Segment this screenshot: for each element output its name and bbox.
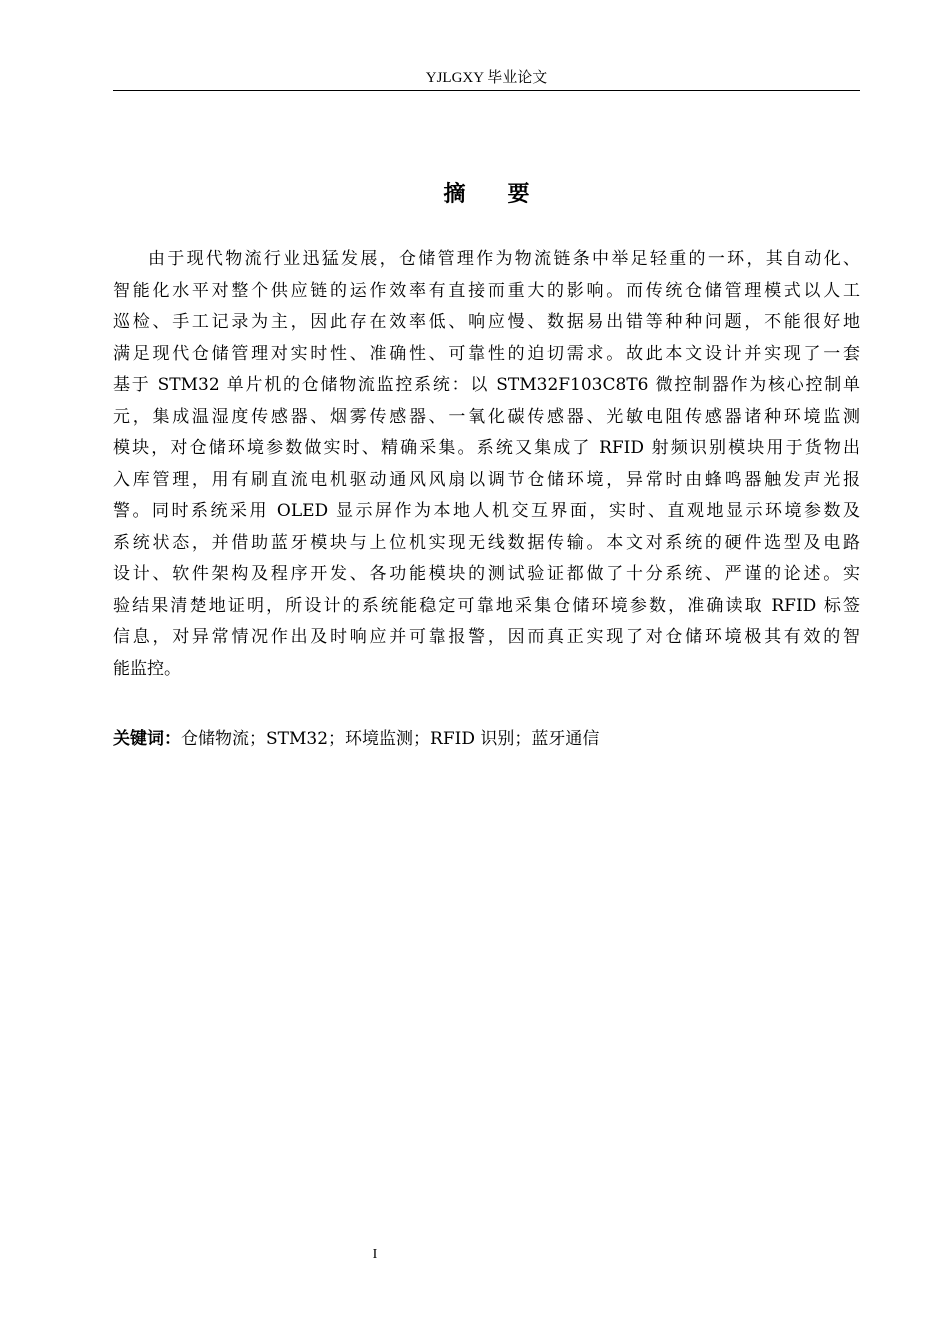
keywords-label: 关键词： [113,729,181,749]
page-number: I [372,1247,378,1262]
abstract-title: 摘要 [443,182,572,207]
keywords [113,727,860,751]
abstract-line: 设计、软件架构及程序开发、各功能模块的测试验证都做了十分系统、严谨的论述。实 [113,564,860,584]
abstract-line: 信息，对异常情况作出及时响应并可靠报警，因而真正实现了对仓储环境极其有效的智 [113,627,860,647]
abstract-line: 基于 STM32 单片机的仓储物流监控系统：以 STM32F103C8T6 微控制器作为核心控制单 [113,375,860,395]
keywords-text: 仓储物流；STM32；环境监测；RFID 识别；蓝牙通信 [181,729,600,749]
abstract-line: 模块，对仓储环境参数做实时、精确采集。系统又集成了 RFID 射频识别模块用于货物出 [113,438,860,458]
abstract-line: 能监控。 [113,658,181,679]
abstract-line: 由于现代物流行业迅猛发展，仓储管理作为物流链条中举足轻重的一环，其自动化、 [148,249,860,269]
abstract-line: 满足现代仓储管理对实时性、准确性、可靠性的迫切需求。故此本文设计并实现了一套 [113,343,860,364]
running-header: YJLGXY 毕业论文 [425,70,548,86]
abstract-line: 警。同时系统采用 OLED 显示屏作为本地人机交互界面，实时、直观地显示环境参数及 [113,501,860,521]
abstract-line: 智能化水平对整个供应链的运作效率有直接而重大的影响。而传统仓储管理模式以人工 [113,280,860,301]
abstract-body [113,244,860,685]
abstract-line: 验结果清楚地证明，所设计的系统能稳定可靠地采集仓储环境参数，准确读取 RFID 标签 [113,595,860,616]
abstract-line: 入库管理，用有刷直流电机驱动通风风扇以调节仓储环境，异常时由蜂鸣器触发声光报 [113,469,860,490]
header-rule [113,90,860,91]
abstract-line: 巡检、手工记录为主，因此存在效率低、响应慢、数据易出错等种种问题，不能很好地 [113,312,860,332]
abstract-line: 元，集成温湿度传感器、烟雾传感器、一氧化碳传感器、光敏电阻传感器诸种环境监测 [113,406,860,427]
abstract-line: 系统状态，并借助蓝牙模块与上位机实现无线数据传输。本文对系统的硬件选型及电路 [113,532,860,553]
